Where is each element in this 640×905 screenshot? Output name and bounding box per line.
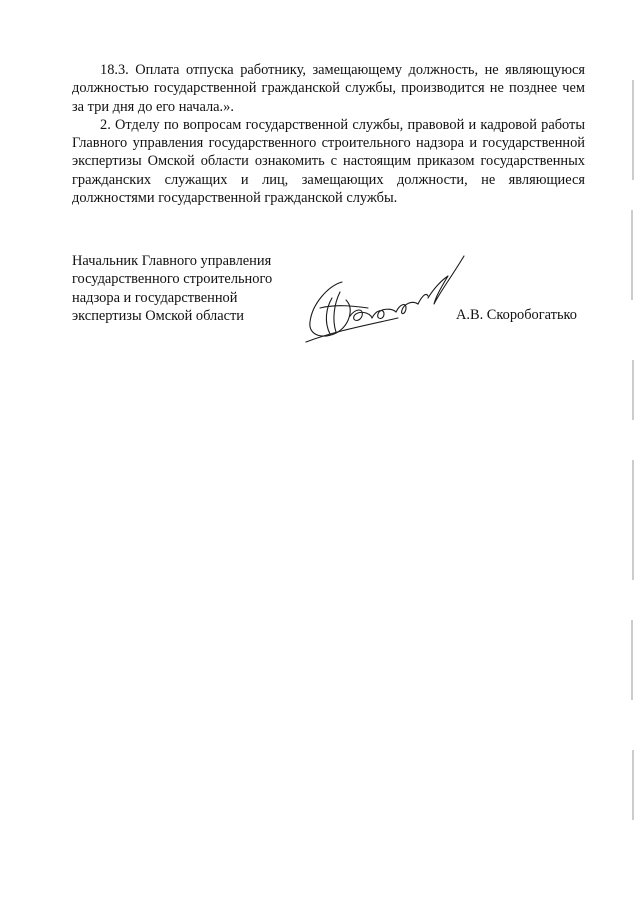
handwritten-signature	[302, 246, 472, 346]
signatory-position	[72, 252, 302, 325]
signatory-position-line: экспертизы Омской области	[72, 307, 244, 324]
signatory-position-line: Начальник Главного управления	[72, 253, 272, 269]
document-body	[72, 61, 585, 207]
scan-edge-marks	[630, 60, 636, 905]
paragraph-2: 2. Отделу по вопросам государственной службы, правовой и кадровой работы Главного управления государственного строительного надзора и государственной экспертизы Омской области ознакомить с настоящим приказом государственных гражданских служащих и лиц, замещающих должности, не являющиеся должностями государственной гражданской службы.	[72, 116, 585, 207]
paragraph-18-3: 18.3. Оплата отпуска работнику, замещающему должность, не являющуюся должностью государственной гражданской службы, производится не позднее чем за три дня до его начала.».	[72, 62, 585, 115]
signatory-position-line: государственного строительного	[72, 271, 273, 288]
signer-name: А.В. Скоробогатько	[456, 307, 577, 323]
signatory-position-line: надзора и государственной	[72, 289, 238, 306]
